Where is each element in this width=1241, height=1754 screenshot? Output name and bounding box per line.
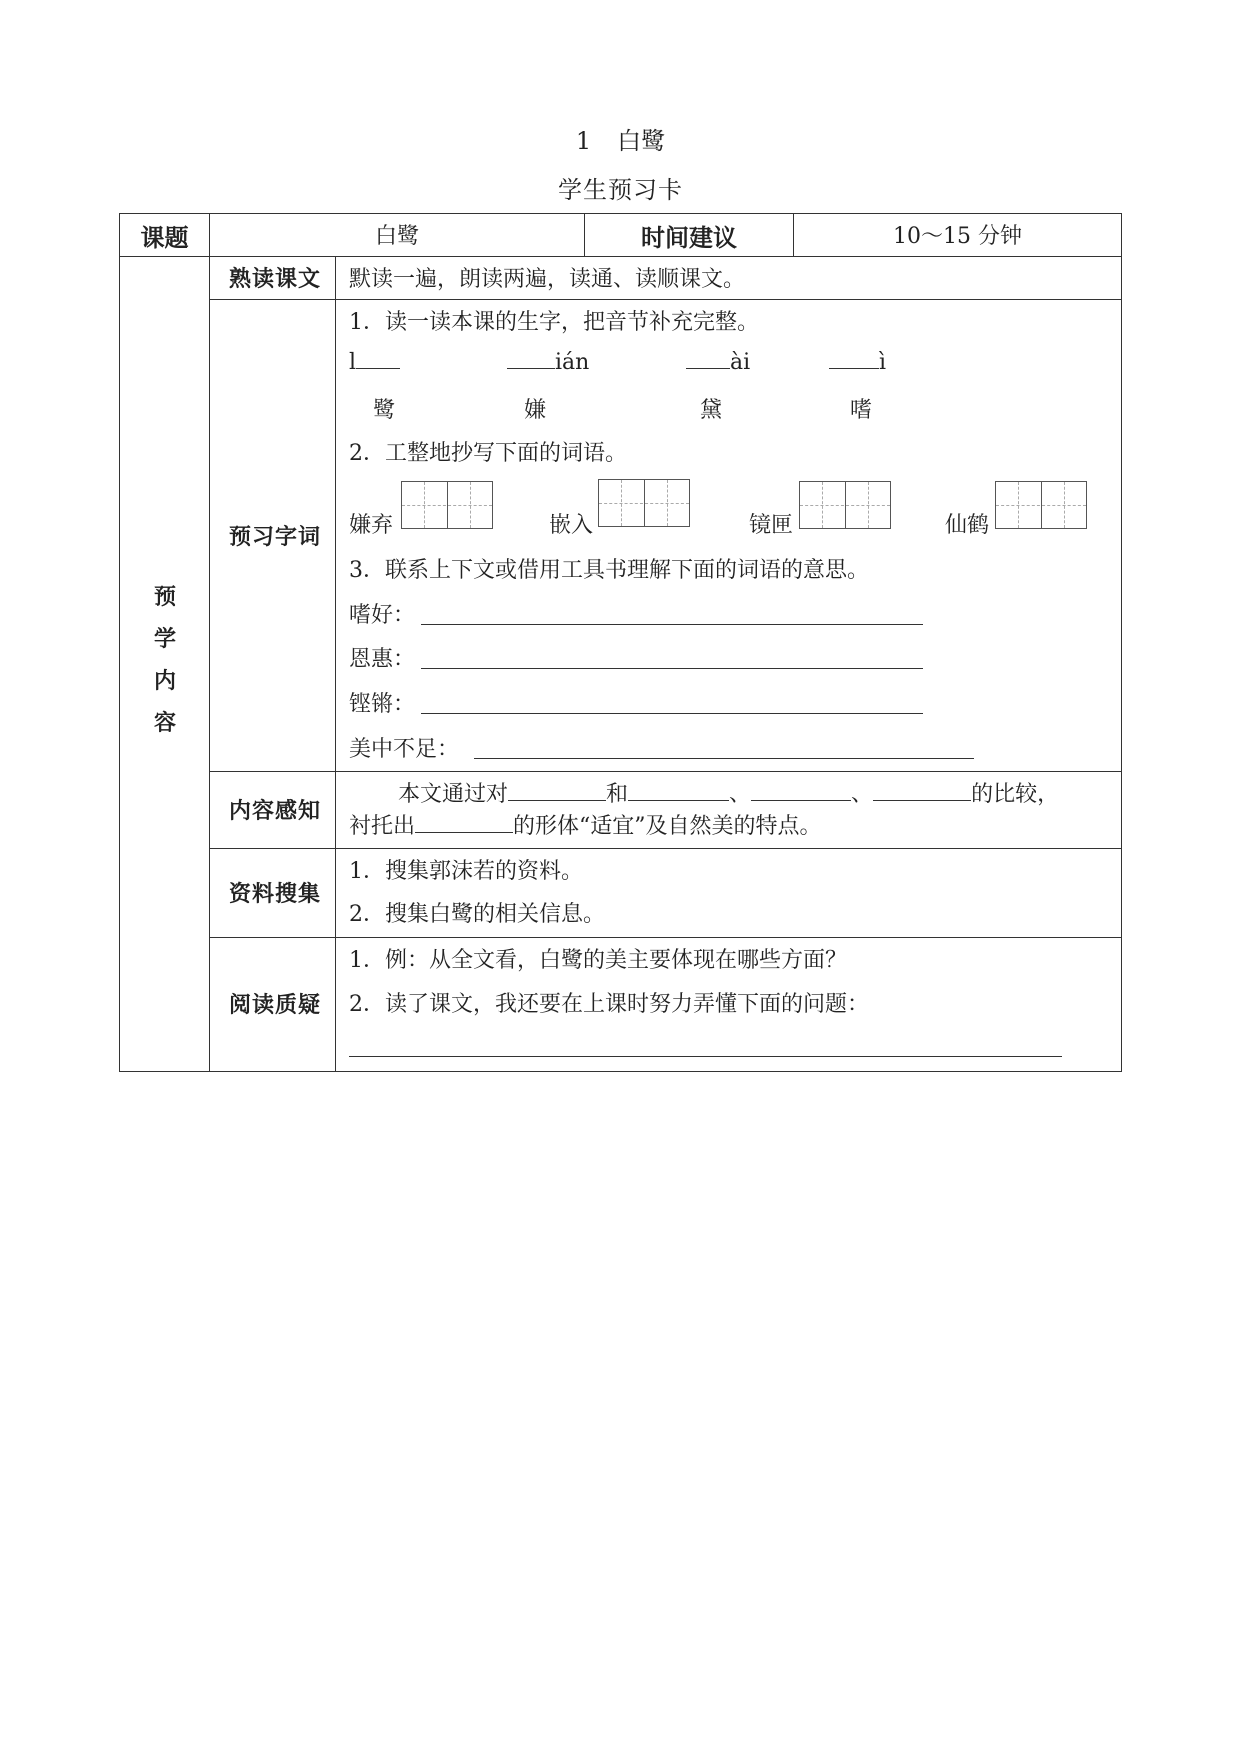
row-label-reading: 熟读课文 [228, 267, 321, 292]
content-text: 和 [606, 782, 629, 807]
time-value: 10～15 分钟 [893, 224, 1022, 249]
topic-value: 白鹭 [374, 224, 419, 249]
pinyin-blank[interactable] [686, 350, 730, 369]
fill-blank[interactable] [415, 814, 513, 833]
materials-item: 1．搜集郭沫若的资料。 [349, 859, 583, 884]
answer-line[interactable] [421, 624, 923, 625]
words-task3: 3．联系上下文或借用工具书理解下面的词语的意思。 [349, 558, 869, 583]
section-label-char: 内 [153, 669, 176, 694]
section-label-char: 容 [153, 711, 176, 736]
lesson-title [0, 121, 1241, 156]
content-text: 、 [851, 782, 874, 807]
answer-line[interactable] [349, 1056, 1062, 1057]
copy-word: 镜匣 [749, 513, 794, 538]
writing-grid[interactable] [401, 481, 493, 529]
fill-blank[interactable] [873, 782, 971, 801]
copy-word: 嫌弃 [349, 513, 394, 538]
pinyin-suffix: ài [730, 350, 751, 375]
pinyin-blank[interactable] [356, 350, 400, 369]
pinyin-item-3 [686, 350, 750, 375]
row-label-content: 内容感知 [228, 799, 321, 824]
topic-label: 课题 [140, 224, 189, 252]
section-label-char: 学 [153, 627, 176, 652]
pinyin-blank[interactable] [507, 350, 555, 369]
content-line-2 [349, 809, 822, 840]
copy-word: 仙鹤 [945, 513, 990, 538]
content-text: 、 [729, 782, 752, 807]
words-task2: 2．工整地抄写下面的词语。 [349, 441, 627, 466]
meaning-label: 铿锵： [349, 692, 416, 717]
copy-word: 嵌入 [549, 513, 594, 538]
meaning-label: 美中不足： [349, 737, 460, 762]
content-text: 的比较， [971, 782, 1060, 807]
time-label: 时间建议 [641, 224, 737, 252]
materials-item: 2．搜集白鹭的相关信息。 [349, 902, 605, 927]
meaning-label: 嗜好： [349, 603, 416, 628]
row-label-questions: 阅读质疑 [228, 993, 321, 1018]
answer-line[interactable] [474, 758, 974, 759]
lesson-number: 1 [575, 127, 592, 155]
questions-item: 2．读了课文，我还要在上课时努力弄懂下面的问题： [349, 992, 869, 1017]
section-label [121, 577, 209, 745]
content-line-1 [398, 777, 1059, 808]
fill-blank[interactable] [751, 782, 851, 801]
pinyin-item-4 [829, 350, 886, 375]
pinyin-char: 黛 [700, 398, 723, 423]
pinyin-char: 嗜 [850, 398, 873, 423]
words-task1: 1．读一读本课的生字，把音节补充完整。 [349, 310, 759, 335]
card-title: 学生预习卡 [558, 176, 683, 204]
reading-text: 默读一遍，朗读两遍，读通、读顺课文。 [349, 267, 746, 292]
pinyin-prefix: l [349, 350, 357, 375]
meaning-label: 恩惠： [349, 647, 416, 672]
questions-item: 1．例：从全文看，白鹭的美主要体现在哪些方面？ [349, 948, 847, 973]
answer-line[interactable] [421, 668, 923, 669]
fill-blank[interactable] [508, 782, 606, 801]
answer-line[interactable] [421, 713, 923, 714]
fill-blank[interactable] [628, 782, 729, 801]
pinyin-item-2 [507, 350, 589, 375]
pinyin-blank[interactable] [829, 350, 879, 369]
row-label-words: 预习字词 [228, 525, 321, 550]
pinyin-suffix: ián [555, 350, 590, 375]
content-text: 衬托出 [349, 814, 416, 839]
writing-grid[interactable] [799, 481, 891, 529]
row-label-materials: 资料搜集 [228, 882, 321, 907]
writing-grid[interactable] [995, 481, 1087, 529]
writing-grid[interactable] [598, 479, 690, 527]
pinyin-suffix: ì [879, 350, 887, 375]
section-label-char: 预 [153, 585, 176, 610]
pinyin-item-1 [349, 350, 400, 375]
lesson-name: 白鹭 [617, 127, 666, 155]
pinyin-char: 嫌 [524, 398, 547, 423]
content-text: 本文通过对 [398, 782, 509, 807]
pinyin-char: 鹭 [373, 398, 396, 423]
content-text: 的形体“适宜”及自然美的特点。 [513, 814, 822, 839]
